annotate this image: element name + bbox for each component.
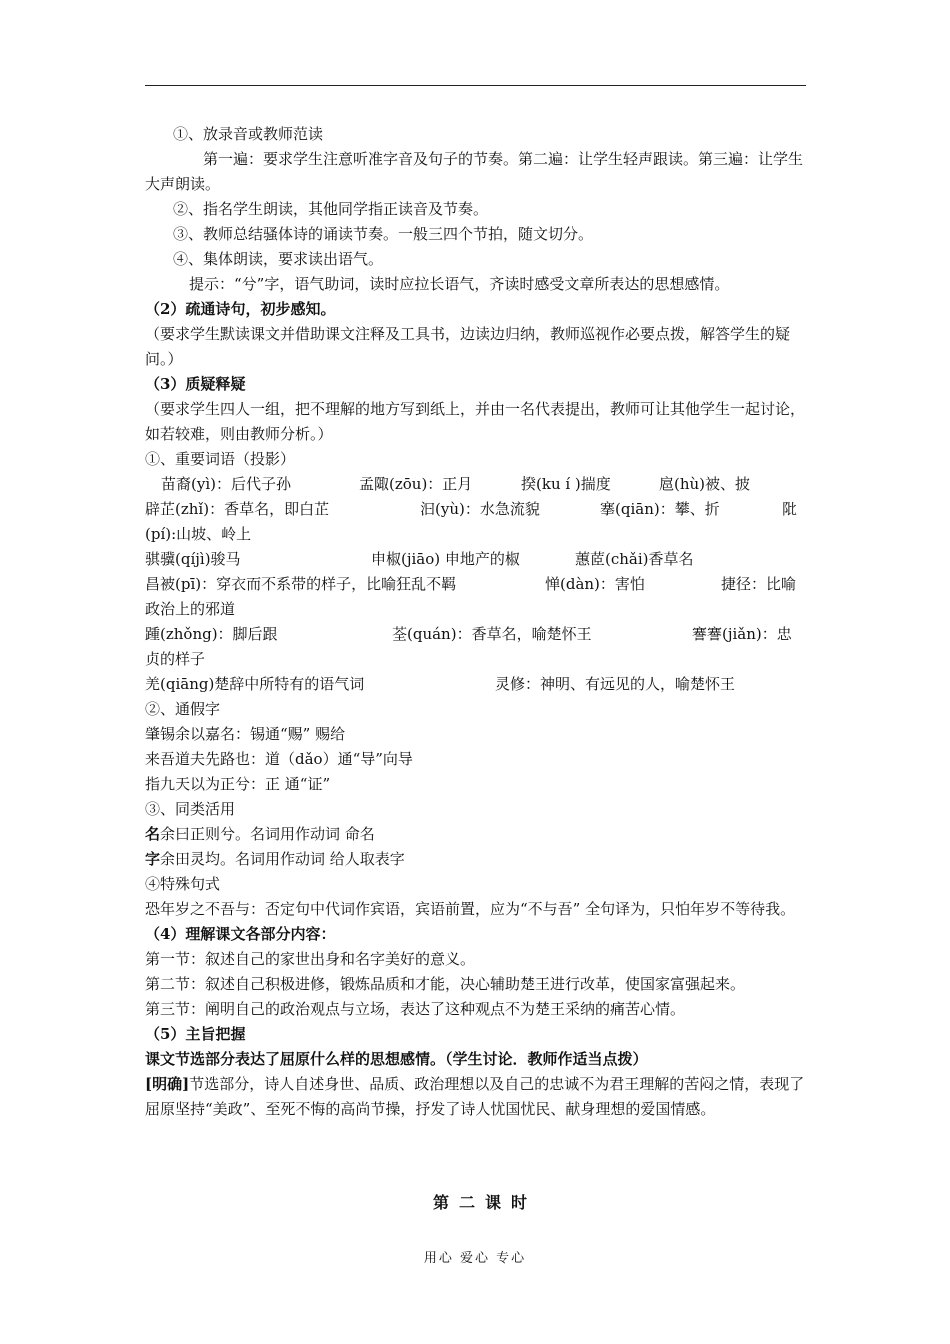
section-2-text: （要求学生默读课文并借助课文注释及工具书，边读边归纳，教师巡视作必要点拨，解答学生的疑问。） xyxy=(145,325,791,368)
vocab-item: 踵(zhǒng)：脚后跟 xyxy=(145,625,278,643)
vocab-item: 灵修：神明、有远见的人，喻楚怀王 xyxy=(495,675,736,693)
step-2: ②、指名学生朗读，其他同学指正读音及节奏。 xyxy=(173,200,489,218)
section-5-heading: （5）主旨把握 xyxy=(145,1025,246,1043)
vocab-item: 荃(quán)：香草名，喻楚怀王 xyxy=(392,625,592,643)
vocab-row xyxy=(145,472,806,497)
document-body xyxy=(145,122,806,1122)
vocab-row xyxy=(145,672,806,697)
answer-label: [明确] xyxy=(145,1075,190,1093)
vocab-item: 辟芷(zhǐ)：香草名，即白芷 xyxy=(145,500,330,518)
tongjia-item: 指九天以为正兮：正 通“证” xyxy=(145,775,331,793)
teshu-item: 恐年岁之不吾与：否定句中代词作宾语，宾语前置，应为“不与吾” 全句译为，只怕年岁不等待我。 xyxy=(145,900,796,918)
section-4-item: 第二节：叙述自己积极进修，锻炼品质和才能，决心辅助楚王进行改革，使国家富强起来。 xyxy=(145,975,746,993)
huoyong-text: 余曰正则兮。名词用作动词 命名 xyxy=(160,825,375,843)
vocab-item: 扈(hù)被、披 xyxy=(659,475,751,493)
vocab-item: 申椒(jiāo) 申地产的椒 xyxy=(371,550,520,568)
teshu-heading: ④特殊句式 xyxy=(145,875,221,893)
vocab-item: 羌(qiāng)楚辞中所特有的语气词 xyxy=(145,675,365,693)
section-4-item: 第一节：叙述自己的家世出身和名字美好的意义。 xyxy=(145,950,476,968)
section-3-heading: （3）质疑释疑 xyxy=(145,375,246,393)
huoyong-text: 余田灵均。名词用作动词 给人取表字 xyxy=(160,850,405,868)
section-5-question: 课文节选部分表达了屈原什么样的思想感情。（学生讨论．教师作适当点拨） xyxy=(145,1050,648,1068)
vocab-item: 惮(dàn)：害怕 xyxy=(545,575,645,593)
step-1-detail: 第一遍：要求学生注意听准字音及句子的节奏。第二遍：让学生轻声跟读。第三遍：让学生大声朗读。 xyxy=(145,150,804,193)
vocab-item: 捷径：比喻 xyxy=(721,575,797,593)
section-4-item: 第三节：阐明自己的政治观点与立场，表达了这种观点不为楚王采纳的痛苦心情。 xyxy=(145,1000,686,1018)
tongjia-heading: ②、通假字 xyxy=(145,700,221,718)
vocab-item: 苗裔(yì)：后代子孙 xyxy=(161,475,291,493)
answer-text: 节选部分，诗人自述身世、品质、政治理想以及自己的忠诚不为君王理解的苦闷之情，表现了屈原坚持“美政”、至死不悔的高尚节操，抒发了诗人忧国忧民、献身理想的爱国情感。 xyxy=(145,1075,805,1118)
huoyong-heading: ③、同类活用 xyxy=(145,800,236,818)
huoyong-item xyxy=(145,822,806,847)
page-footer: 用心 爱心 专心 xyxy=(423,1251,527,1266)
huoyong-keyword: 字 xyxy=(145,850,161,868)
vocab-continuation: 政治上的邪道 xyxy=(145,600,236,618)
vocab-row xyxy=(145,547,806,572)
step-3: ③、教师总结骚体诗的诵读节奏。一般三四个节拍，随文切分。 xyxy=(173,225,594,243)
huoyong-item xyxy=(145,847,806,872)
tongjia-item: 肇锡余以嘉名：锡通“赐” 赐给 xyxy=(145,725,346,743)
section-5-answer xyxy=(145,1072,806,1122)
vocab-continuation: 贞的样子 xyxy=(145,650,206,668)
vocab-continuation: (pí):山坡、岭上 xyxy=(145,525,252,543)
vocab-heading: ①、重要词语（投影） xyxy=(145,450,296,468)
vocab-item: 汩(yù)：水急流貌 xyxy=(420,500,540,518)
tongjia-item: 来吾道夫先路也：道（dǎo）通“导”向导 xyxy=(145,750,413,768)
lesson-title: 第二课时 xyxy=(432,1193,537,1212)
header-rule xyxy=(145,85,806,86)
section-2-heading: （2）疏通诗句，初步感知。 xyxy=(145,300,336,318)
vocab-item: 謇謇(jiǎn)：忠 xyxy=(692,625,792,643)
vocab-row xyxy=(145,497,806,522)
vocab-item: 揆(ku í )揣度 xyxy=(521,475,611,493)
step-4: ④、集体朗读，要求读出语气。 xyxy=(173,250,384,268)
vocab-item: 昌被(pī)：穿衣而不系带的样子，比喻狂乱不羁 xyxy=(145,575,457,593)
step-1: ①、放录音或教师范读 xyxy=(173,125,324,143)
section-3-text: （要求学生四人一组，把不理解的地方写到纸上，并由一名代表提出，教师可让其他学生一起讨论，如若较难，则由教师分析。） xyxy=(145,400,806,443)
section-4-heading: （4）理解课文各部分内容： xyxy=(145,925,336,943)
vocab-row xyxy=(145,572,806,597)
vocab-item: 骐骥(qíjì)骏马 xyxy=(145,550,241,568)
vocab-item: 阰 xyxy=(782,500,798,518)
vocab-item: 蕙茝(chǎi)香草名 xyxy=(575,550,694,568)
vocab-item: 孟陬(zōu)：正月 xyxy=(359,475,473,493)
huoyong-keyword: 名 xyxy=(145,825,161,843)
hint: 提示：“兮”字，语气助词，读时应拉长语气，齐读时感受文章所表达的思想感情。 xyxy=(189,275,730,293)
vocab-row xyxy=(145,622,806,647)
vocab-item: 搴(qiān)：攀、折 xyxy=(600,500,720,518)
